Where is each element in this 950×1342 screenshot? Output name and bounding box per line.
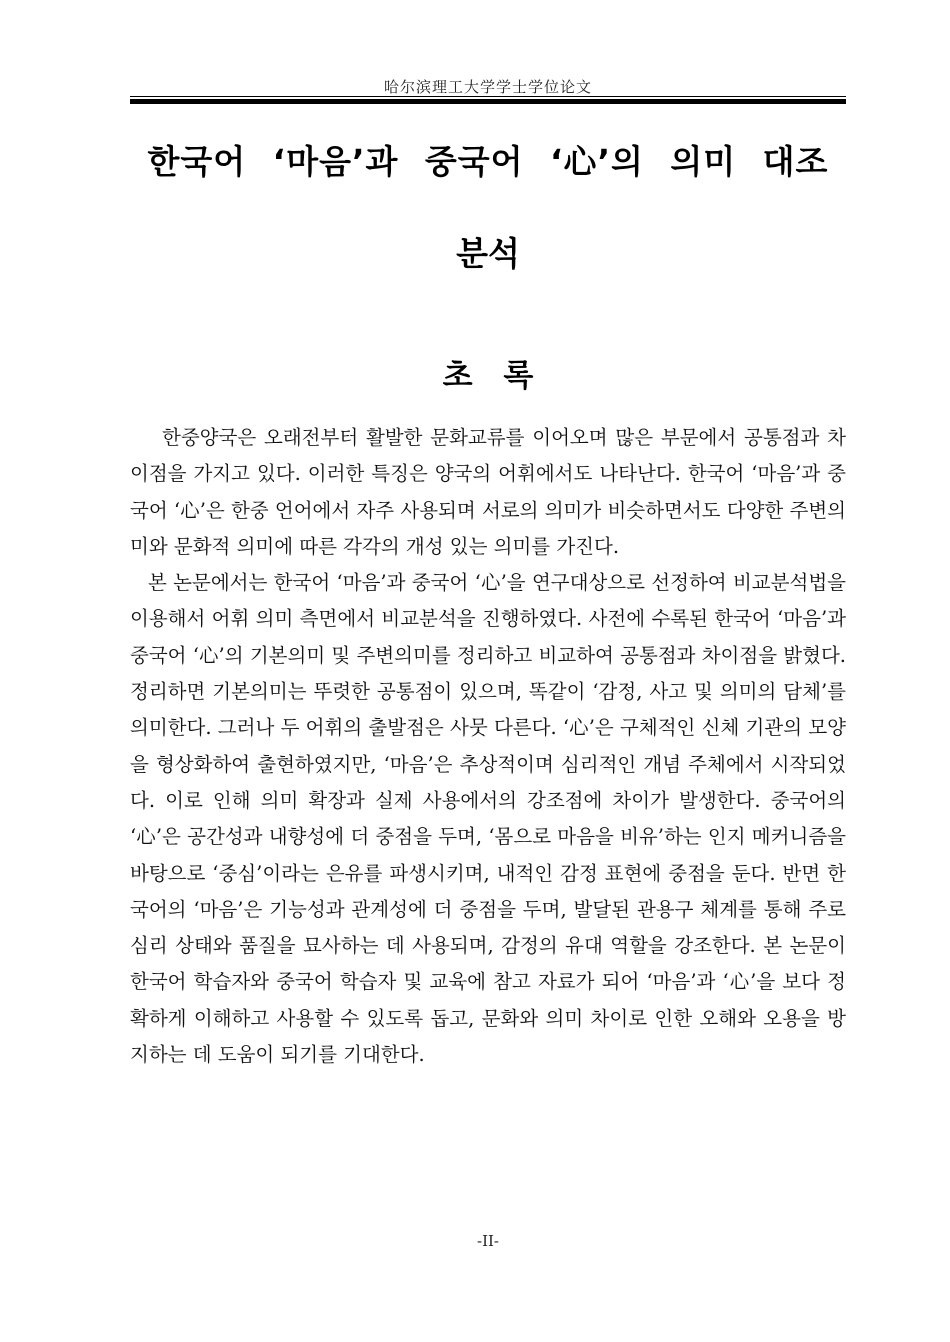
thesis-title-line-1: 한국어 ‘마음’과 중국어 ‘心’의 의미 대조: [147, 142, 829, 181]
abstract-paragraph-2: 본 논문에서는 한국어 ‘마음’과 중국어 ‘心’을 연구대상으로 선정하여 비교분석법을 이용해서 어휘 의미 측면에서 비교분석을 진행하였다. 사전에 수록된 한국어 ‘마음’과 중국어 ‘心’의 기본의미 및 주변의미를 정리하고 비교하여 공통점과 차이점을 밝혔다. 정리하면 기본의미는 뚜렷한 공통점이 있으며, 똑같이 ‘감정, 사고 및 의미의 담체’를 의미한다. 그러나 두 어휘의 출발점은 사뭇 다른다. ‘心’은 구체적인 신체 기관의 모양을 형상화하여 출현하였지만, ‘마음’은 추상적이며 심리적인 개념 주체에서 시작되었다. 이로 인해 의미 확장과 실제 사용에서의 강조점에 차이가 발생한다. 중국어의 ‘心’은 공간성과 내향성에 더 중점을 두며, ‘몸으로 마음을 비유’하는 인지 메커니즘을 바탕으로 ‘중심’이라는 은유를 파생시키며, 내적인 감정 표현에 중점을 둔다. 반면 한국어의 ‘마음’은 기능성과 관계성에 더 중점을 두며, 발달된 관용구 체계를 통해 주로 심리 상태와 품질을 묘사하는 데 사용되며, 감정의 유대 역할을 강조한다. 본 논문이 한국어 학습자와 중국어 학습자 및 교육에 참고 자료가 되어 ‘마음’과 ‘心’을 보다 정확하게 이해하고 사용할 수 있도록 돕고, 문화와 의미 차이로 인한 오해와 오용을 방지하는 데 도움이 되기를 기대한다.: [130, 571, 846, 1067]
thesis-title-line-2: 분석: [456, 234, 520, 273]
page-number: -II-: [477, 1232, 499, 1250]
header-rule-thin: [130, 96, 846, 97]
abstract-heading: 초 록: [442, 358, 534, 394]
abstract-paragraph-1: 한중양국은 오래전부터 활발한 문화교류를 이어오며 많은 부문에서 공통점과 차이점을 가지고 있다. 이러한 특징은 양국의 어휘에서도 나타난다. 한국어 ‘마음’과 중국어 ‘心’은 한중 언어에서 자주 사용되며 서로의 의미가 비슷하면서도 다양한 주변의미와 문화적 의미에 따른 각각의 개성 있는 의미를 가진다.: [130, 426, 846, 558]
header-rule-thick: [130, 99, 846, 104]
abstract-body: [130, 420, 846, 1073]
running-header: 哈尔滨理工大学学士学位论文: [383, 78, 592, 96]
